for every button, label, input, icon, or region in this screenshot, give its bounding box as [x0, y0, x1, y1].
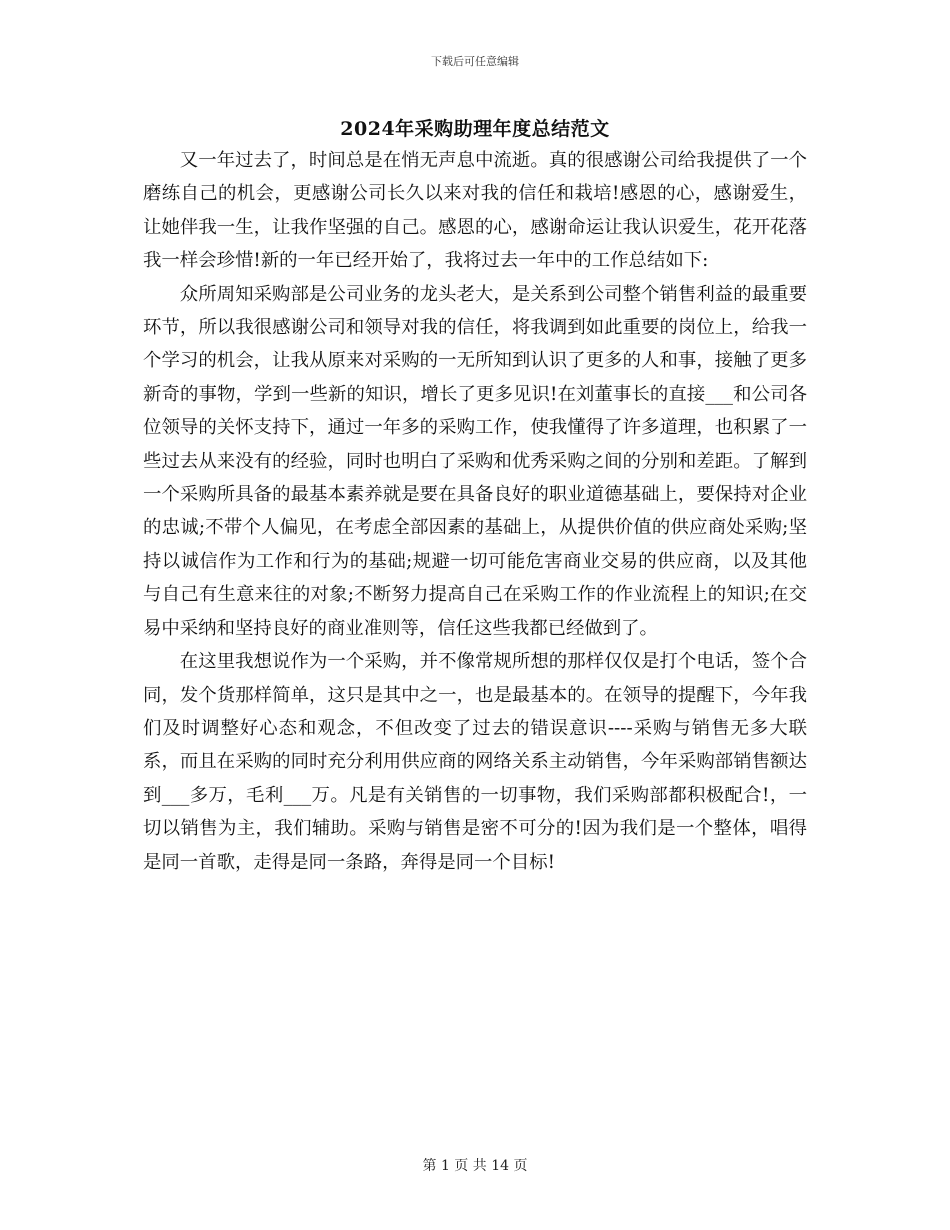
page-header: 下载后可任意编辑: [431, 55, 519, 68]
paragraph: 在这里我想说作为一个采购，并不像常规所想的那样仅仅是打个电话，签个合同，发个货那样简单，这只是其中之一，也是最基本的。在领导的提醒下，今年我们及时调整好心态和观念，不但改变了过去的错误意识----采购与销售无多大联系，而且在采购的同时充分利用供应商的网络关系主动销售，今年采购部销售额达到___多万，毛利___万。凡是有关销售的一切事物，我们采购部都积极配合!，一切以销售为主，我们辅助。采购与销售是密不可分的!因为我们是一个整体，唱得是同一首歌，走得是同一条路，奔得是同一个目标!: [143, 651, 807, 873]
page-footer: 第 1 页 共 14 页: [422, 1158, 528, 1174]
document-title: 2024年采购助理年度总结范文: [340, 118, 610, 140]
document-body: [143, 144, 807, 879]
paragraph: 众所周知采购部是公司业务的龙头老大，是关系到公司整个销售利益的最重要环节，所以我很感谢公司和领导对我的信任，将我调到如此重要的岗位上，给我一个学习的机会，让我从原来对采购的一无所知到认识了更多的人和事，接触了更多新奇的事物，学到一些新的知识，增长了更多见识!在刘董事长的直接___和公司各位领导的关怀支持下，通过一年多的采购工作，使我懂得了许多道理，也积累了一些过去从来没有的经验，同时也明白了采购和优秀采购之间的分别和差距。了解到一个采购所具备的最基本素养就是要在具备良好的职业道德基础上，要保持对企业的忠诚;不带个人偏见，在考虑全部因素的基础上，从提供价值的供应商处采购;坚持以诚信作为工作和行为的基础;规避一切可能危害商业交易的供应商，以及其他与自己有生意来往的对象;不断努力提高自己在采购工作的作业流程上的知识;在交易中采纳和坚持良好的商业准则等，信任这些我都已经做到了。: [143, 283, 807, 639]
paragraph: 又一年过去了，时间总是在悄无声息中流逝。真的很感谢公司给我提供了一个磨练自己的机会，更感谢公司长久以来对我的信任和栽培!感恩的心，感谢爱生，让她伴我一生，让我作坚强的自己。感恩的心，感谢命运让我认识爱生，花开花落我一样会珍惜!新的一年已经开始了，我将过去一年中的工作总结如下:: [143, 150, 807, 272]
